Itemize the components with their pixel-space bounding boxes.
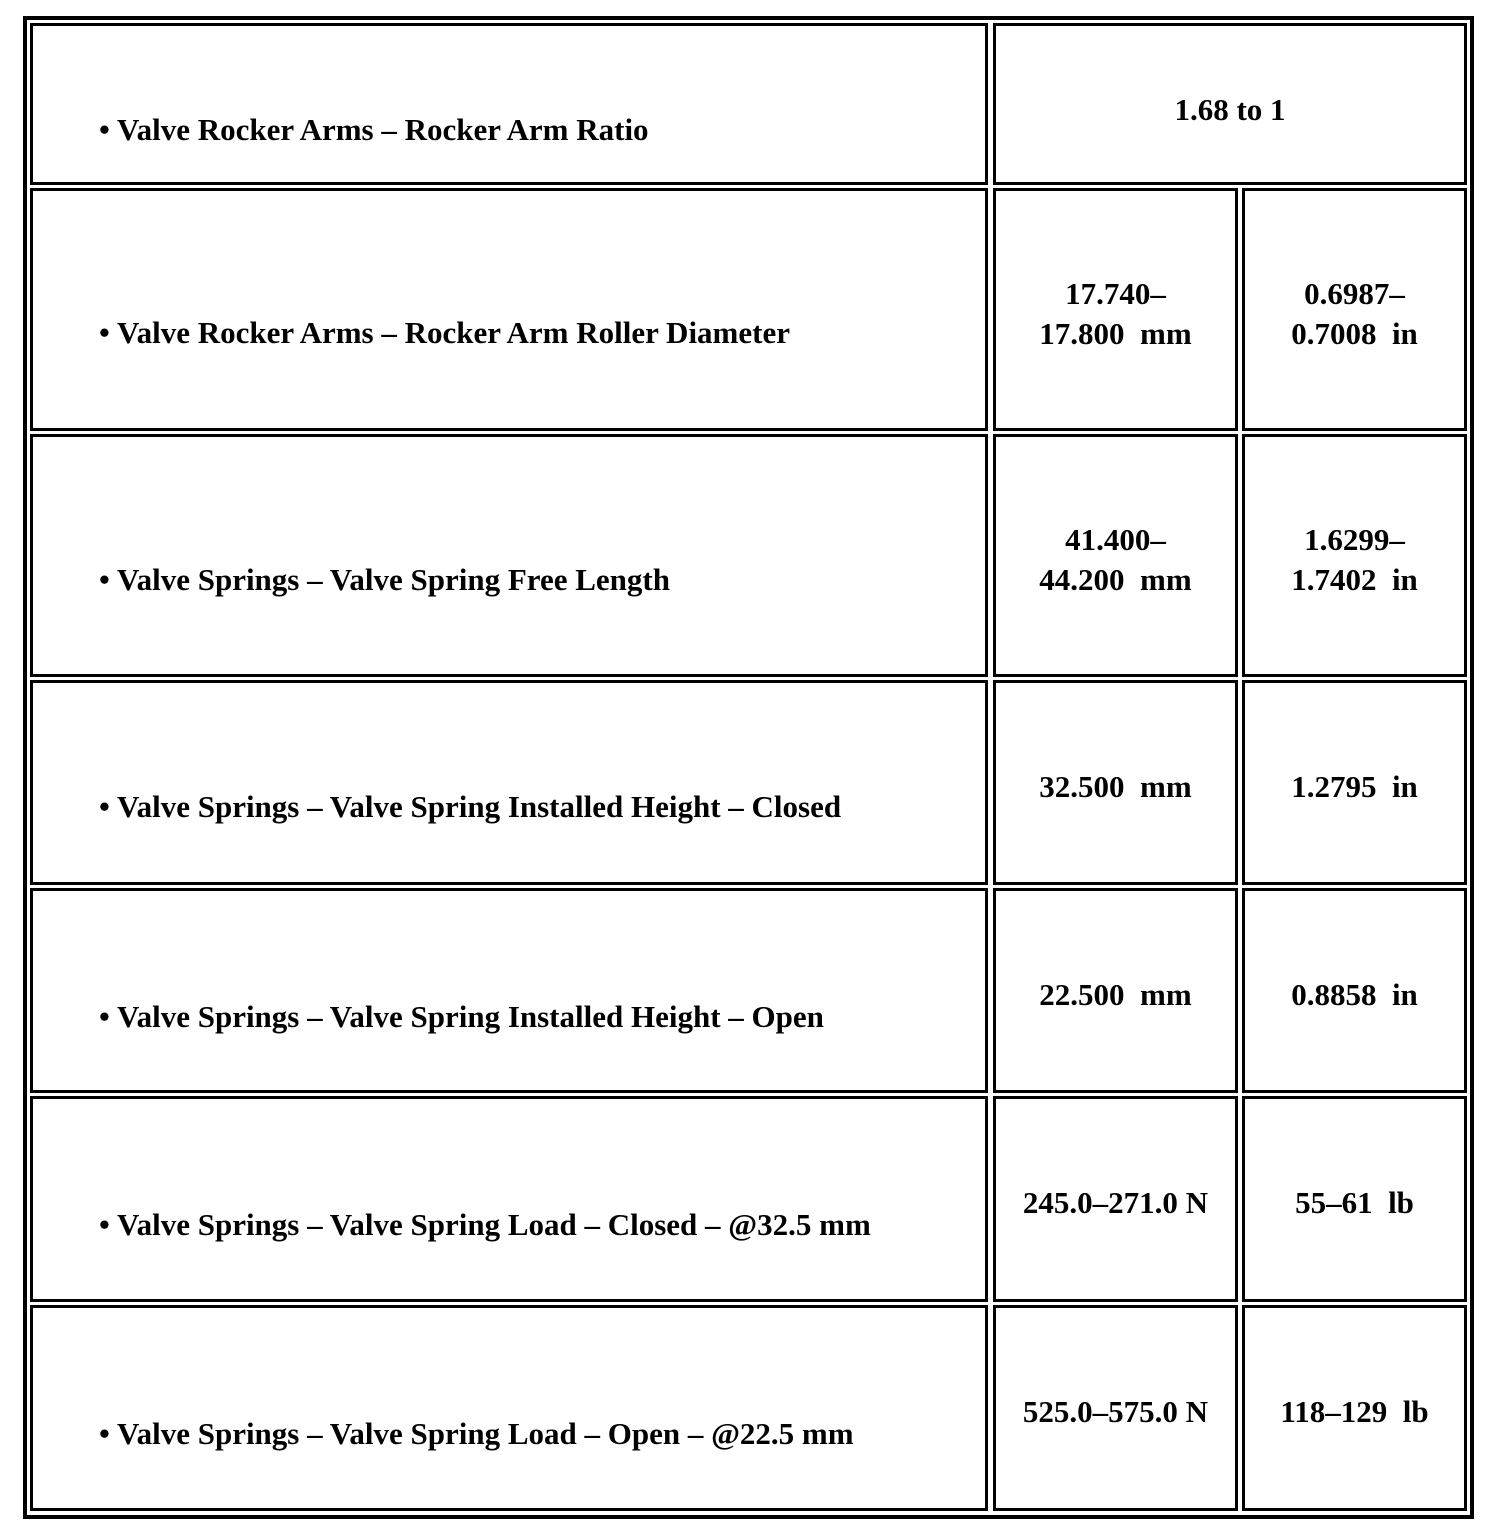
row-value-metric: 22.500 mm <box>1039 977 1192 1012</box>
row-value-metric: 245.0–271.0 N <box>1022 1185 1209 1220</box>
row-label: • Valve Rocker Arms – Rocker Arm Ratio <box>99 112 649 147</box>
table-row-label-cell <box>30 1096 988 1302</box>
table-row-imperial-cell <box>1242 1305 1467 1511</box>
row-value-metric: 32.500 mm <box>1039 769 1192 804</box>
row-value-imperial: 0.6987– 0.7008 in <box>1291 276 1418 351</box>
table-row-label-cell <box>30 434 988 677</box>
table-row-metric-cell <box>993 680 1238 885</box>
table-row-metric-cell <box>993 1305 1238 1511</box>
table-row-label-cell <box>30 1305 988 1511</box>
row-value-imperial: 1.6299– 1.7402 in <box>1291 522 1418 597</box>
row-value-imperial: 118–129 lb <box>1280 1394 1429 1429</box>
row-value-metric: 17.740– 17.800 mm <box>1039 276 1192 351</box>
table-row-imperial-cell <box>1242 680 1467 885</box>
table-row-label-cell <box>30 188 988 431</box>
row-label: • Valve Springs – Valve Spring Installed Height – Open <box>99 999 824 1034</box>
table-row-metric-cell <box>993 888 1238 1093</box>
row-value-combined: 1.68 to 1 <box>1174 92 1286 127</box>
table-row-metric-cell <box>993 1096 1238 1302</box>
row-label: • Valve Springs – Valve Spring Free Length <box>99 562 670 597</box>
table-row-imperial-cell <box>1242 888 1467 1093</box>
table-row-value-cell <box>993 23 1467 185</box>
table-row-imperial-cell <box>1242 188 1467 431</box>
row-label: • Valve Rocker Arms – Rocker Arm Roller Diameter <box>99 315 790 350</box>
row-value-metric: 525.0–575.0 N <box>1022 1394 1209 1429</box>
row-value-imperial: 0.8858 in <box>1291 977 1418 1012</box>
row-value-imperial: 1.2795 in <box>1291 769 1418 804</box>
table-row-label-cell <box>30 888 988 1093</box>
table-row-imperial-cell <box>1242 1096 1467 1302</box>
table-row-label-cell <box>30 680 988 885</box>
row-label: • Valve Springs – Valve Spring Load – Closed – @32.5 mm <box>99 1207 871 1242</box>
table-row-label-cell <box>30 23 988 185</box>
row-label: • Valve Springs – Valve Spring Installed Height – Closed <box>99 789 842 824</box>
table-row-metric-cell <box>993 188 1238 431</box>
row-label: • Valve Springs – Valve Spring Load – Open – @22.5 mm <box>99 1416 854 1451</box>
table-row-metric-cell <box>993 434 1238 677</box>
row-value-imperial: 55–61 lb <box>1295 1185 1414 1220</box>
table-row-imperial-cell <box>1242 434 1467 677</box>
row-value-metric: 41.400– 44.200 mm <box>1039 522 1192 597</box>
